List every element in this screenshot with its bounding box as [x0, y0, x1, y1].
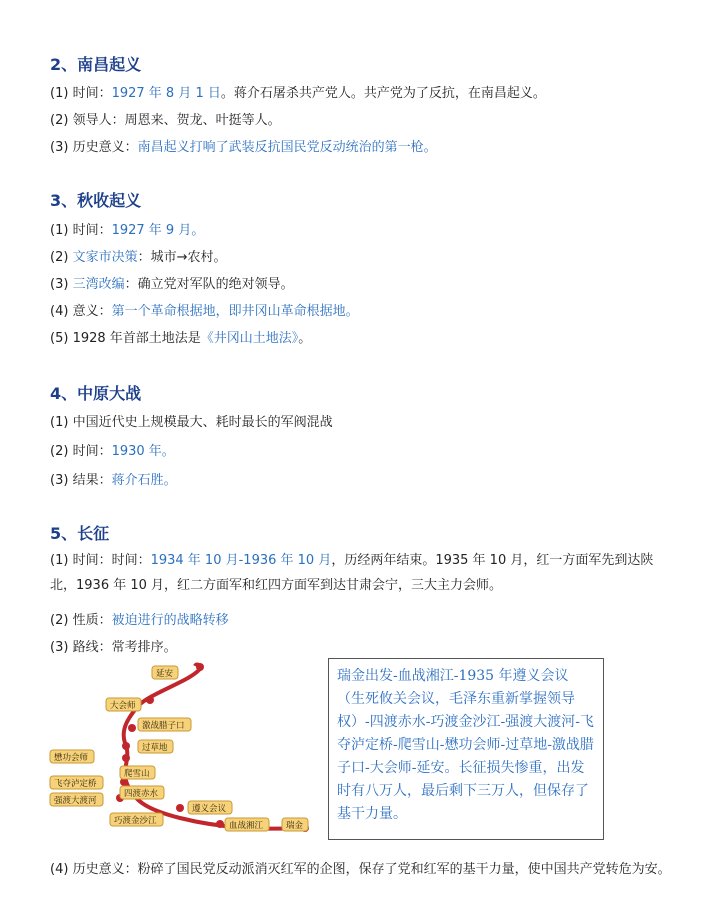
- route-summary-text: 瑞金出发-血战湘江-1935 年遵义会议（生死攸关会议，毛泽东重新掌握领导权）-四渡赤水-巧渡金沙江-强渡大渡河-飞夺泸定桥-爬雪山-懋功会师-过草地-激战腊子口-大会师-延安。长征损失惨重，出发时有八万人，最后剩下三万人，但保存了基干力量。: [337, 668, 594, 822]
- route-place-label: [152, 666, 178, 679]
- svg-text:巧渡金沙江: 巧渡金沙江: [114, 816, 157, 826]
- svg-text:四渡赤水: 四渡赤水: [124, 789, 159, 799]
- svg-text:懋功会师: 懋功会师: [54, 753, 89, 763]
- list-item: (1) 时间：1927 年 8 月 1 日。蒋介石屠杀共产党人。共产党为了反抗，在南昌起义。: [50, 86, 546, 101]
- svg-text:大会师: 大会师: [110, 701, 136, 711]
- section-title-zhongyuan: 4、中原大战: [50, 384, 142, 403]
- svg-text:遵义会议: 遵义会议: [192, 804, 227, 814]
- route-place-label: [50, 750, 94, 763]
- long-march-route-map: [20, 658, 320, 843]
- list-item: (5) 1928 年首部土地法是《井冈山土地法》。: [50, 331, 312, 346]
- section-title-changzheng: 5、长征: [50, 524, 110, 543]
- route-place-label: [106, 698, 141, 711]
- route-place-label: [138, 718, 191, 731]
- svg-text:激战腊子口: 激战腊子口: [142, 721, 185, 731]
- route-place-label: [282, 818, 308, 831]
- list-item: (1) 时间：1927 年 9 月。: [50, 223, 205, 238]
- list-item: (2) 时间：1930 年。: [50, 444, 175, 459]
- route-place-label: [225, 818, 269, 831]
- list-item: (4) 意义：第一个革命根据地，即井冈山革命根据地。: [50, 304, 359, 319]
- route-node: [128, 724, 136, 732]
- route-place-label: [120, 766, 155, 779]
- route-node: [176, 804, 184, 812]
- list-item: (1) 时间：时间：1934 年 10 月-1936 年 10 月，历经两年结束。1935 年 10 月，红一方面军先到达陕北，1936 年 10 月，红二方面军和红四方面军到达甘肃会宁，三大主力会师。: [50, 553, 654, 593]
- route-place-label: [50, 793, 103, 806]
- route-place-label: [110, 813, 163, 826]
- section-title-nanchang: 2、南昌起义: [50, 55, 142, 74]
- svg-text:过草地: 过草地: [142, 743, 168, 753]
- route-summary-box: [328, 658, 604, 840]
- route-node: [122, 754, 130, 762]
- route-node: [146, 696, 154, 704]
- route-place-label: [188, 801, 232, 814]
- list-item: (3) 历史意义：南昌起义打响了武装反抗国民党反动统治的第一枪。: [50, 140, 437, 155]
- list-item: (2) 文家市决策：城市→农村。: [50, 250, 227, 265]
- svg-text:爬雪山: 爬雪山: [124, 769, 150, 779]
- list-item: (3) 结果：蒋介石胜。: [50, 473, 177, 488]
- list-item: (4) 历史意义：粉碎了国民党反动派消灭红军的企图，保存了党和红军的基干力量，使中国共产党转危为安。: [50, 862, 671, 877]
- list-item: (3) 路线：常考排序。: [50, 640, 177, 655]
- route-place-label: [120, 786, 164, 799]
- svg-text:瑞金: 瑞金: [286, 821, 304, 831]
- list-item: (3) 三湾改编：确立党对军队的绝对领导。: [50, 277, 294, 292]
- list-item: (1) 中国近代史上规模最大、耗时最长的军阀混战: [50, 415, 333, 430]
- svg-text:飞夺泸定桥: 飞夺泸定桥: [54, 779, 97, 789]
- route-place-label: [138, 740, 173, 753]
- route-node: [216, 820, 224, 828]
- section-title-qiushou: 3、秋收起义: [50, 191, 142, 210]
- route-place-label: [50, 776, 103, 789]
- svg-text:血战湘江: 血战湘江: [229, 821, 264, 831]
- svg-text:强渡大渡河: 强渡大渡河: [54, 796, 97, 806]
- list-item: (2) 领导人：周恩来、贺龙、叶挺等人。: [50, 113, 281, 128]
- route-node: [122, 742, 130, 750]
- route-node: [196, 663, 204, 671]
- list-item: (2) 性质：被迫进行的战略转移: [50, 613, 229, 628]
- svg-text:延安: 延安: [156, 669, 174, 679]
